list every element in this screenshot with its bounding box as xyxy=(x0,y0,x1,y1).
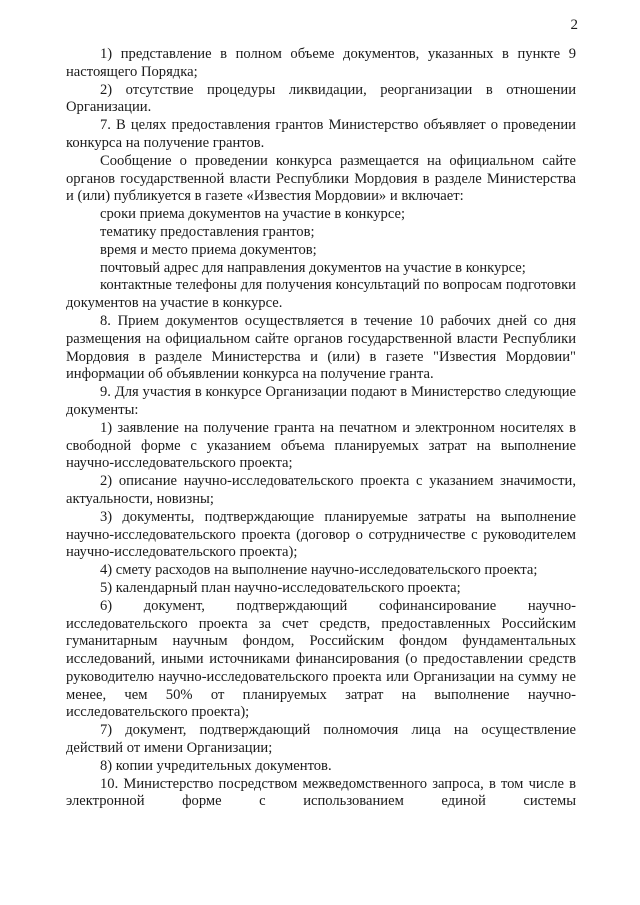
page-number: 2 xyxy=(570,17,578,33)
list-item: время и место приема документов; xyxy=(100,241,317,258)
paragraph: Сообщение о проведении конкурса размещается на официальном сайте органов государственной власти Республики Мордовия в разделе Министерства и (или) публикуется в газете «Известия Мордовии» и включает: xyxy=(66,152,576,205)
list-item: 2) описание научно-исследовательского проекта с указанием значимости, актуальности, новизны; xyxy=(66,473,576,507)
paragraph: 1) представление в полном объеме документов, указанных в пункте 9 настоящего Порядка; xyxy=(66,46,576,80)
list-item: 6) документ, подтверждающий софинансирование научно-исследовательского проекта за счет средств, предоставленных Российским гуманитарным научным фондом, Российским фондом фундаментальных исследований, иными источниками финансирования (о предоставлении средств руководителю научно-исследовательского проекта или Организации на сумму не менее, чем 50% от планируемых затрат на выполнение научно-исследовательского проекта); xyxy=(66,597,576,721)
paragraph: 9. Для участия в конкурсе Организации подают в Министерство следующие документы: xyxy=(66,384,576,418)
list-item: тематику предоставления грантов; xyxy=(100,223,315,240)
list-item: 5) календарный план научно-исследовательского проекта; xyxy=(100,579,461,596)
list-item: 7) документ, подтверждающий полномочия лица на осуществление действий от имени Организации; xyxy=(66,722,576,757)
list-item: контактные телефоны для получения консультаций по вопросам подготовки документов на участие в конкурсе. xyxy=(66,277,576,312)
list-item: 3) документы, подтверждающие планируемые затраты на выполнение научно-исследовательского проекта (договор о сотрудничестве с руководителем научно-исследовательского проекта); xyxy=(66,508,576,561)
document-body xyxy=(66,46,576,811)
paragraph: 10. Министерство посредством межведомственного запроса, в том числе в электронной форме с использованием единой системы xyxy=(66,775,576,810)
list-item: 1) заявление на получение гранта на печатном и электронном носителях в свободной форме с указанием объема планируемых затрат на выполнение научно-исследовательского проекта; xyxy=(66,419,576,472)
paragraph: 7. В целях предоставления грантов Министерство объявляет о проведении конкурса на получение грантов. xyxy=(66,117,576,151)
list-item: почтовый адрес для направления документов на участие в конкурсе; xyxy=(100,259,526,276)
list-item: 4) смету расходов на выполнение научно-исследовательского проекта; xyxy=(100,562,538,579)
paragraph: 2) отсутствие процедуры ликвидации, реорганизации в отношении Организации. xyxy=(66,81,576,116)
paragraph: 8. Прием документов осуществляется в течение 10 рабочих дней со дня размещения на официальном сайте органов государственной власти Республики Мордовия в разделе Министерства и (или) в газете "Известия Мордовии" информации об объявлении конкурса на получение гранта. xyxy=(66,312,576,383)
list-item: сроки приема документов на участие в конкурсе; xyxy=(100,206,406,223)
list-item: 8) копии учредительных документов. xyxy=(100,757,332,774)
